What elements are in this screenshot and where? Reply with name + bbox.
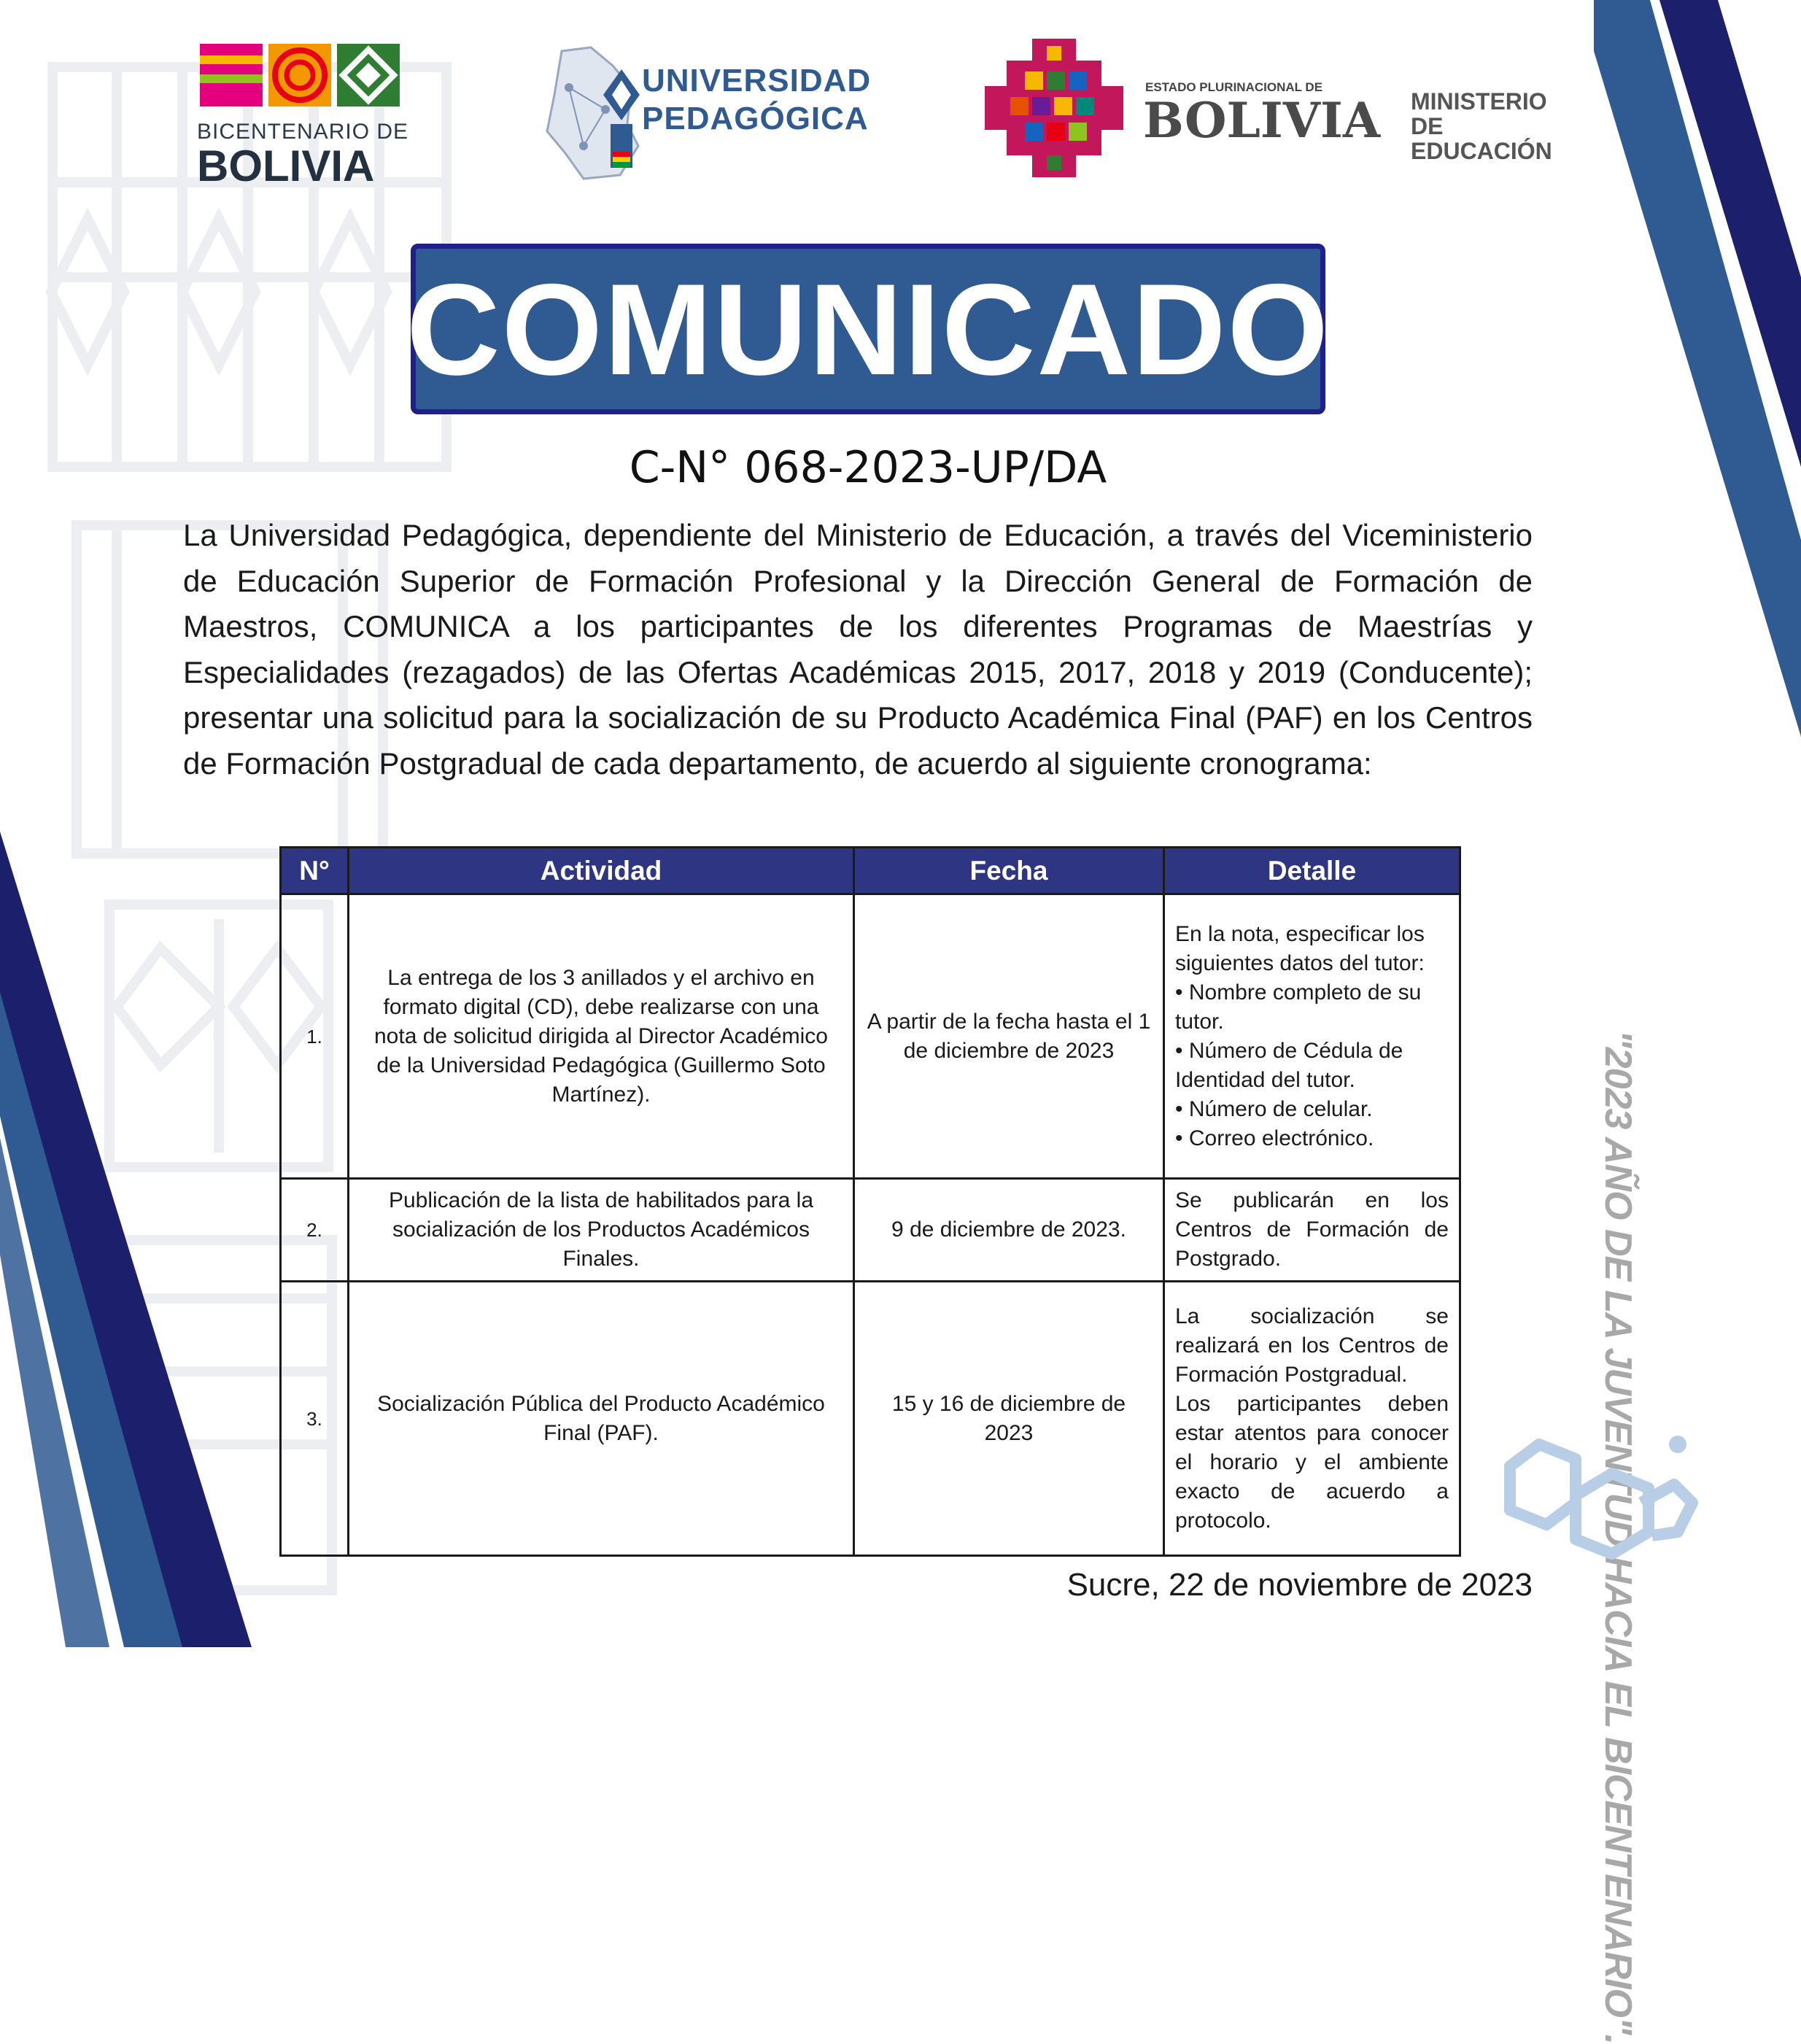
row-date: 9 de diciembre de 2023. (854, 1179, 1164, 1282)
detail-item: • Número de Cédula de Identidad del tutor. (1175, 1038, 1403, 1092)
page-title: COMUNICADO (406, 256, 1330, 402)
detail-intro: En la nota, especificar los siguientes datos del tutor: (1175, 921, 1425, 975)
bicentenario-line1: BICENTENARIO DE (197, 120, 409, 144)
row-num: 2. (281, 1179, 349, 1282)
intro-paragraph: La Universidad Pedagógica, dependiente del Ministerio de Educación, a través del Viceministerio de Educación Superior de Formación Profesional y la Dirección General de Formación de Maestros, COMUNICA a los participantes de los diferentes Programas de Maestrías y Especialidades (rezagados) de las Ofertas Académicas 2015, 2017, 2018 y 2019 (Conducente); presentar una solicitud para la socialización de su Producto Académica Final (PAF) en los Centros de Formación Postgradual de cada departamento, de acuerdo al siguiente cronograma: (183, 518, 1533, 781)
bicentenario-logo (197, 42, 416, 188)
row-activity: Socialización Pública del Producto Académico Final (PAF). (349, 1282, 854, 1556)
row-date: A partir de la fecha hasta el 1 de diciembre de 2023 (854, 894, 1164, 1179)
header-date: Fecha (854, 848, 1164, 894)
estado-line1: ESTADO PLURINACIONAL DE (1145, 80, 1323, 94)
row-detail (1164, 894, 1460, 1179)
row-activity: Publicación de la lista de habilitados para la socialización de los Productos Académicos Finales. (349, 1179, 854, 1282)
universidad-pedagogica-logo (540, 44, 934, 182)
table-header-row (281, 848, 1460, 894)
detail-item: • Número de celular. (1175, 1096, 1373, 1121)
table-row (281, 1179, 1460, 1282)
place-date: Sucre, 22 de noviembre de 2023 (1066, 1567, 1533, 1603)
row-num: 3. (281, 1282, 349, 1556)
document-code: C-N° 068-2023-UP/DA (629, 442, 1107, 493)
estado-line2: BOLIVIA (1143, 92, 1381, 149)
universidad-line2: PEDAGÓGICA (642, 101, 869, 136)
youth-emblem-icon (1495, 1415, 1707, 1568)
title-banner (406, 244, 1330, 414)
row-detail (1164, 1282, 1460, 1556)
row-date: 15 y 16 de diciembre de 2023 (854, 1282, 1164, 1556)
ministerio-line2: DE EDUCACIÓN (1411, 113, 1552, 164)
universidad-line1: UNIVERSIDAD (642, 63, 872, 98)
bicentenario-emblem-icon (197, 42, 416, 112)
header-activity: Actividad (349, 848, 854, 894)
detail-paragraph: La socialización se realizará en los Centros de Formación Postgradual. (1175, 1304, 1449, 1387)
schedule-table (279, 846, 1461, 1557)
estado-plurinacional-logo (981, 35, 1381, 181)
up-monogram-icon (600, 66, 643, 175)
side-slogan: "2023 AÑO DE LA JUVENTUD HACIA EL BICENTENARIO". (1597, 1030, 1639, 2044)
row-detail: Se publicarán en los Centros de Formación de Postgrado. (1164, 1179, 1460, 1282)
row-num: 1. (281, 894, 349, 1179)
table-row (281, 1282, 1460, 1556)
ministerio-line1: MINISTERIO (1411, 88, 1547, 115)
detail-paragraph: Los participantes deben estar atentos para conocer el horario y el ambiente exacto de acuerdo a protocolo. (1175, 1391, 1449, 1533)
bicentenario-line2: BOLIVIA (197, 142, 375, 190)
table-row (281, 894, 1460, 1179)
detail-item: • Correo electrónico. (1175, 1126, 1374, 1150)
ministerio-educacion-logo (1411, 88, 1586, 164)
header-detail: Detalle (1164, 848, 1460, 894)
row-activity: La entrega de los 3 anillados y el archivo en formato digital (CD), debe realizarse con una nota de solicitud dirigida al Director Académico de la Universidad Pedagógica (Guillermo Soto Martínez). (349, 894, 854, 1179)
header-num: N° (281, 848, 349, 894)
chakana-emblem-icon (981, 35, 1127, 181)
detail-item: • Nombre completo de su tutor. (1175, 980, 1422, 1034)
